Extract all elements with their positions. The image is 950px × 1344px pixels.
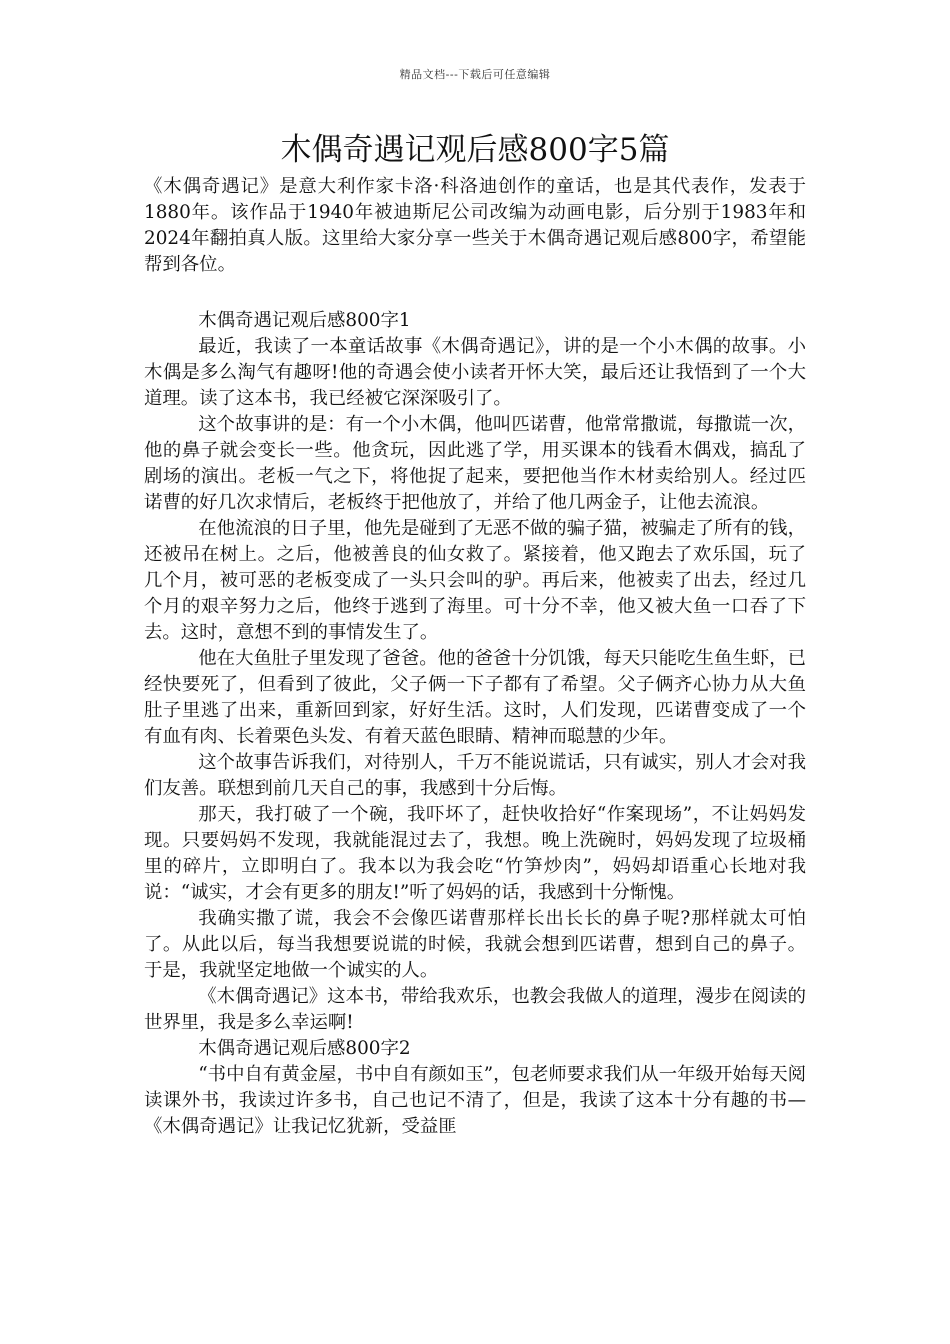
body-paragraph: 这个故事讲的是：有一个小木偶，他叫匹诺曹，他常常撒谎，每撒谎一次，他的鼻子就会变长一些。他贪玩，因此逃了学，用买课本的钱看木偶戏，搞乱了剧场的演出。老板一气之下，将他捉了起来，要把他当作木材卖给别人。经过匹诺曹的好几次求情后，老板终于把他放了，并给了他几两金子，让他去流浪。 [144,414,806,513]
body-paragraph: 这个故事告诉我们，对待别人，千万不能说谎话，只有诚实，别人才会对我们友善。联想到前几天自己的事，我感到十分后悔。 [144,752,806,799]
body-paragraph: 《木偶奇遇记》这本书，带给我欢乐，也教会我做人的道理，漫步在阅读的世界里，我是多么幸运啊! [144,986,806,1033]
body-paragraph: 我确实撒了谎，我会不会像匹诺曹那样长出长长的鼻子呢?那样就太可怕了。从此以后，每当我想要说谎的时候，我就会想到匹诺曹，想到自己的鼻子。于是，我就坚定地做一个诚实的人。 [144,908,806,981]
body-paragraph: 在他流浪的日子里，他先是碰到了无恶不做的骗子猫，被骗走了所有的钱，还被吊在树上。之后，他被善良的仙女救了。紧接着，他又跑去了欢乐国，玩了几个月，被可恶的老板变成了一头只会叫的驴。再后来，他被卖了出去，经过几个月的艰辛努力之后，他终于逃到了海里。可十分不幸，他又被大鱼一口吞了下去。这时，意想不到的事情发生了。 [144,518,806,643]
body-paragraph: 他在大鱼肚子里发现了爸爸。他的爸爸十分饥饿，每天只能吃生鱼生虾，已经快要死了，但看到了彼此，父子俩一下子都有了希望。父子俩齐心协力从大鱼肚子里逃了出来，重新回到家，好好生活。这时，人们发现，匹诺曹变成了一个有血有肉、长着栗色头发、有着天蓝色眼睛、精神而聪慧的少年。 [144,648,806,747]
body-paragraph: “书中自有黄金屋，书中自有颜如玉”，包老师要求我们从一年级开始每天阅读课外书，我读过许多书，自己也记不清了，但是，我读了这本十分有趣的书—《木偶奇遇记》让我记忆犹新，受益匪 [144,1064,806,1137]
body-paragraph: 最近，我读了一本童话故事《木偶奇遇记》，讲的是一个小木偶的故事。小木偶是多么淘气有趣呀!他的奇遇会使小读者开怀大笑，最后还让我悟到了一个大道理。读了这本书，我已经被它深深吸引了。 [144,336,806,409]
intro-paragraph: 《木偶奇遇记》是意大利作家卡洛·科洛迪创作的童话，也是其代表作，发表于1880年。该作品于1940年被迪斯尼公司改编为动画电影，后分别于1983年和2024年翻拍真人版。这里给大家分享一些关于木偶奇遇记观后感800字，希望能帮到各位。 [144,176,806,275]
section-title-2: 木偶奇遇记观后感800字2 [198,1038,411,1059]
document-body [144,174,806,1140]
header-note: 精品文档---下载后可任意编辑 [399,68,551,81]
section-title-1: 木偶奇遇记观后感800字1 [198,310,411,331]
body-paragraph: 那天，我打破了一个碗，我吓坏了，赶快收拾好“作案现场”，不让妈妈发现。只要妈妈不发现，我就能混过去了，我想。晚上洗碗时，妈妈发现了垃圾桶里的碎片，立即明白了。我本以为我会吃“竹笋炒肉”，妈妈却语重心长地对我说：“诚实，才会有更多的朋友!”听了妈妈的话，我感到十分惭愧。 [144,804,806,903]
document-title: 木偶奇遇记观后感800字5篇 [280,132,670,168]
